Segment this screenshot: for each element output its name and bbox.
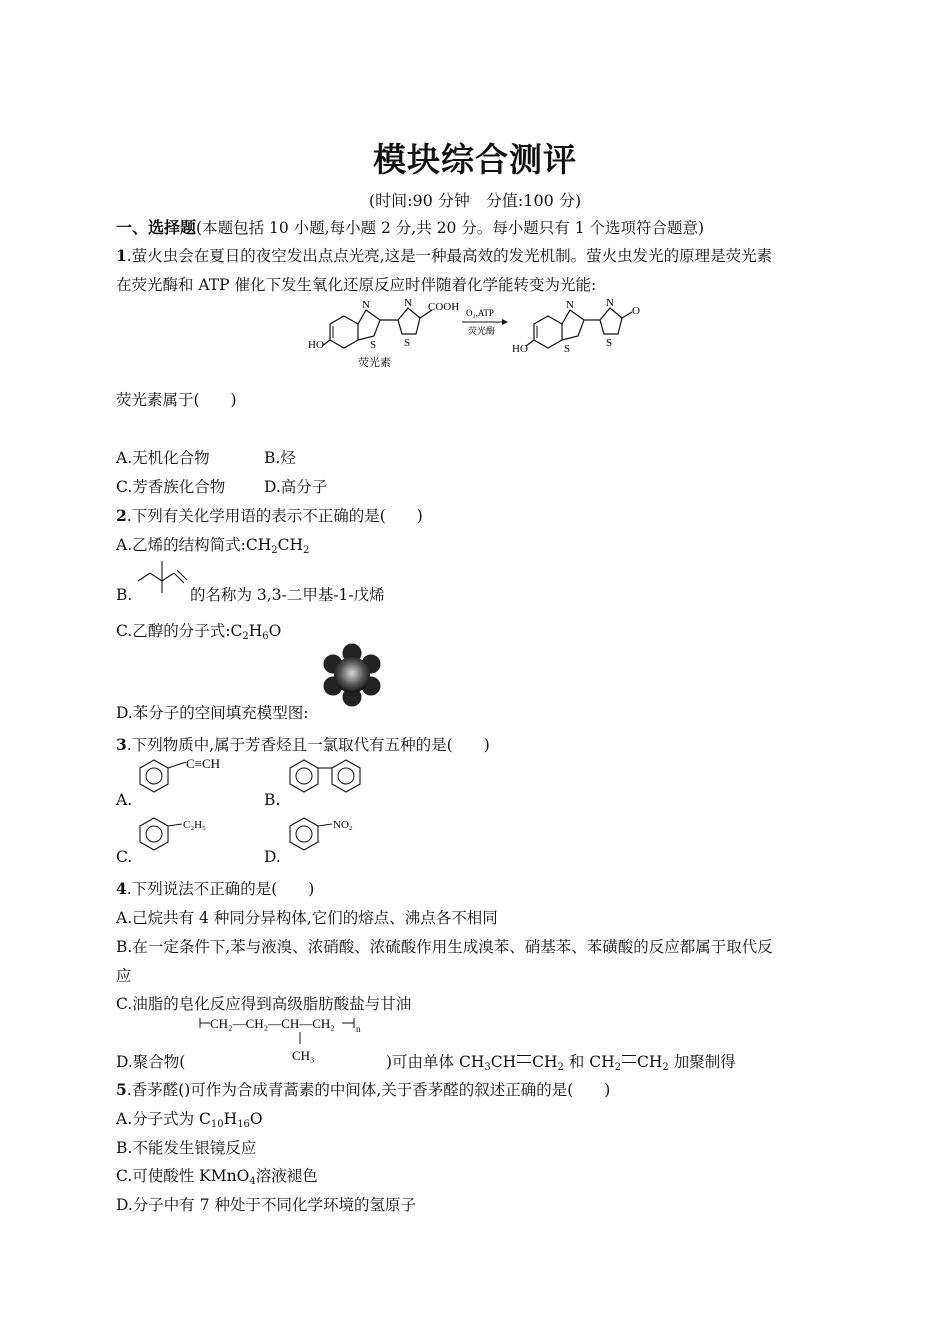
q4-d-text4: 和 CH — [563, 1053, 615, 1071]
q4-stem: .下列说法不正确的是( ) — [126, 880, 315, 898]
q4-option-b-line1: B.在一定条件下,苯与液溴、浓硝酸、浓硫酸作用生成溴苯、硝基苯、苯磺酸的反应都属于取代反 — [116, 938, 773, 956]
q3-option-d-label: D. — [264, 848, 281, 866]
q3-number: 3 — [116, 735, 127, 754]
q4-d-text1: )可由单体 CH — [386, 1053, 485, 1071]
q2-stem: .下列有关化学用语的表示不正确的是( ) — [126, 507, 423, 525]
q4-option-a: A.己烷共有 4 种同分异构体,它们的熔点、沸点各不相同 — [116, 909, 498, 927]
q4-d-sub3: 2 — [614, 1062, 621, 1073]
q2-option-b-label: B. — [116, 586, 133, 604]
q5-option-b: B.不能发生银镜反应 — [116, 1139, 257, 1157]
q3-option-c-structure — [134, 814, 234, 856]
n-atom-1: N — [362, 299, 370, 311]
thiazoline-ring-left — [398, 308, 420, 334]
section-note: (本题包括 10 小题,每小题 2 分,共 20 分。每小题只有 1 个选项符合题意) — [196, 219, 705, 237]
q5-c-text2: 溶液褪色 — [255, 1167, 318, 1185]
ho-label-left: HO — [308, 339, 324, 351]
luciferin-label: 荧光素 — [358, 357, 391, 369]
q1-option-c: C.芳香族化合物 — [116, 478, 226, 496]
q4-option-b-line2: 应 — [116, 967, 132, 985]
substituent-bond — [318, 824, 332, 826]
q2-option-a-text: A.乙烯的结构简式:CH — [116, 536, 272, 554]
vinyl-double — [177, 570, 187, 580]
substituent-bond — [168, 762, 186, 768]
q2-c-text2: H — [248, 622, 263, 640]
q2-a-sub2: 2 — [303, 545, 310, 556]
aromatic-circle — [146, 826, 162, 842]
q2-c-sub2: 6 — [262, 631, 269, 642]
carbon-core — [334, 657, 370, 693]
arrow-bottom-label: 荧光酶 — [468, 326, 496, 336]
q5-c-sub1: 4 — [249, 1176, 256, 1187]
q4-option-c: C.油脂的皂化反应得到高级脂肪酸盐与甘油 — [116, 995, 412, 1013]
q2-skeletal-formula — [134, 557, 190, 597]
q2-option-d: D.苯分子的空间填充模型图: — [116, 704, 309, 722]
page-subtitle: (时间:90 分钟 分值:100 分) — [368, 191, 582, 210]
ho-label-right: HO — [512, 343, 528, 355]
q1-number: 1 — [116, 246, 127, 265]
q1-luciferin-reaction-figure — [300, 296, 650, 374]
s-atom-2: S — [404, 337, 411, 349]
double-bond-sign — [517, 1055, 531, 1063]
q2-a-sub1: 2 — [271, 545, 278, 556]
q5-option-a-text: A.分子式为 C — [116, 1110, 211, 1128]
q4-d-text6: 加聚制得 — [668, 1053, 736, 1071]
q4-stem-line — [116, 879, 314, 899]
q4-d-text3: CH — [532, 1053, 558, 1071]
vinyl-bond — [174, 573, 184, 583]
benzene-ring — [332, 760, 360, 792]
q5-option-c — [116, 1166, 318, 1192]
q3-option-d-structure — [284, 814, 374, 856]
s-atom-3: S — [564, 343, 571, 355]
double-bond-sign — [622, 1055, 636, 1063]
q1-text-line1: .萤火虫会在夏日的夜空发出点点光亮,这是一种最高效的发光机制。萤火虫发光的原理是荧光素 — [126, 247, 773, 265]
q1-option-d: D.高分子 — [264, 478, 328, 496]
q2-c-sub1: 2 — [242, 631, 249, 642]
q4-polymer-structure — [196, 1014, 368, 1066]
benzene-ring — [290, 818, 318, 850]
s-atom-4: S — [606, 337, 613, 349]
q5-a-sub1: 10 — [210, 1119, 224, 1130]
q4-option-d-post — [386, 1052, 736, 1078]
benzene-ring — [140, 818, 168, 850]
q1-text-line2: 在荧光酶和 ATP 催化下发生氧化还原反应时伴随着化学能转变为光能: — [116, 276, 597, 294]
q5-option-a — [116, 1109, 263, 1135]
s-atom-1: S — [370, 339, 377, 351]
q4-d-sub4: 2 — [662, 1062, 669, 1073]
substituent-bond — [168, 824, 182, 826]
q2-option-c-text: C.乙醇的分子式:C — [116, 622, 243, 640]
q3-option-a-structure — [134, 756, 244, 798]
q5-number: 5 — [116, 1080, 127, 1099]
aromatic-circle — [338, 768, 354, 784]
polymer-branch: CH₃ — [292, 1048, 315, 1063]
skeleton-chain — [138, 573, 174, 581]
q2-option-c — [116, 621, 281, 647]
aromatic-circle — [296, 768, 312, 784]
q2-a-text2: CH — [277, 536, 303, 554]
q5-a-text3: O — [249, 1110, 263, 1128]
q3-stem: .下列物质中,属于芳香烃且一氯取代有五种的是( ) — [126, 736, 490, 754]
polymer-n: n — [356, 1024, 361, 1034]
q2-stem-line — [116, 506, 423, 526]
q2-number: 2 — [116, 506, 127, 525]
thiazole-ring-left — [358, 310, 380, 340]
n-atom-4: N — [606, 297, 614, 309]
q4-d-text5: CH — [637, 1053, 663, 1071]
reaction-arrowhead — [502, 319, 508, 325]
q5-a-sub2: 16 — [237, 1119, 250, 1130]
q4-d-sub2: 2 — [557, 1062, 564, 1073]
q3-option-a-label: A. — [116, 791, 133, 809]
polymer-chain: CH₂—CH₂—CH—CH₂ — [210, 1016, 335, 1031]
q2-option-b-text: 的名称为 3,3-二甲基-1-戊烯 — [190, 586, 385, 604]
benzene-ring — [290, 760, 318, 792]
n-atom-2: N — [404, 297, 412, 309]
ethynyl-group: C≡CH — [186, 756, 221, 771]
page-title: 模块综合测评 — [373, 140, 577, 179]
q5-option-c-text: C.可使酸性 KMnO — [116, 1167, 250, 1185]
q3-stem-line — [116, 735, 490, 755]
cooh-label: COOH — [428, 301, 460, 313]
benzene-space-filling-model — [320, 643, 384, 707]
q2-c-text3: O — [268, 622, 282, 640]
thiazolone-ring-right — [600, 308, 622, 334]
ethyl-group: C₂H₅ — [183, 819, 206, 831]
o-atom: O — [632, 305, 640, 317]
q4-option-d-pre: D.聚合物( — [116, 1053, 186, 1071]
q3-option-b-structure — [284, 756, 368, 798]
q4-number: 4 — [116, 879, 127, 898]
benzene-ring — [140, 760, 168, 792]
q4-d-text2: CH — [490, 1053, 517, 1071]
carbonyl-bond — [622, 312, 632, 318]
q3-option-c-label: C. — [116, 848, 133, 866]
nitro-group: NO₂ — [333, 819, 353, 831]
q3-option-b-label: B. — [264, 791, 281, 809]
thiazole-ring-right — [562, 310, 584, 340]
q5-a-text2: H — [223, 1110, 238, 1128]
q1-stem: 荧光素属于( ) — [116, 391, 237, 409]
section-heading: 一、选择题 — [116, 218, 197, 237]
q1-option-b: B.烃 — [264, 449, 296, 467]
q5-stem: .香茅醛()可作为合成青蒿素的中间体,关于香茅醛的叙述正确的是( ) — [126, 1081, 611, 1099]
section-heading-line — [116, 218, 704, 238]
benzene-ring-right — [534, 316, 562, 348]
aromatic-circle — [296, 826, 312, 842]
n-atom-3: N — [566, 299, 574, 311]
q1-option-a: A.无机化合物 — [116, 449, 210, 467]
arrow-top-label: O₂,ATP — [466, 308, 494, 318]
benzene-ring-left — [330, 316, 358, 348]
aromatic-circle — [146, 768, 162, 784]
q5-option-d: D.分子中有 7 种处于不同化学环境的氢原子 — [116, 1196, 417, 1214]
q5-stem-line — [116, 1080, 610, 1100]
q1-line1 — [116, 246, 772, 266]
q4-d-sub1: 3 — [484, 1062, 491, 1073]
